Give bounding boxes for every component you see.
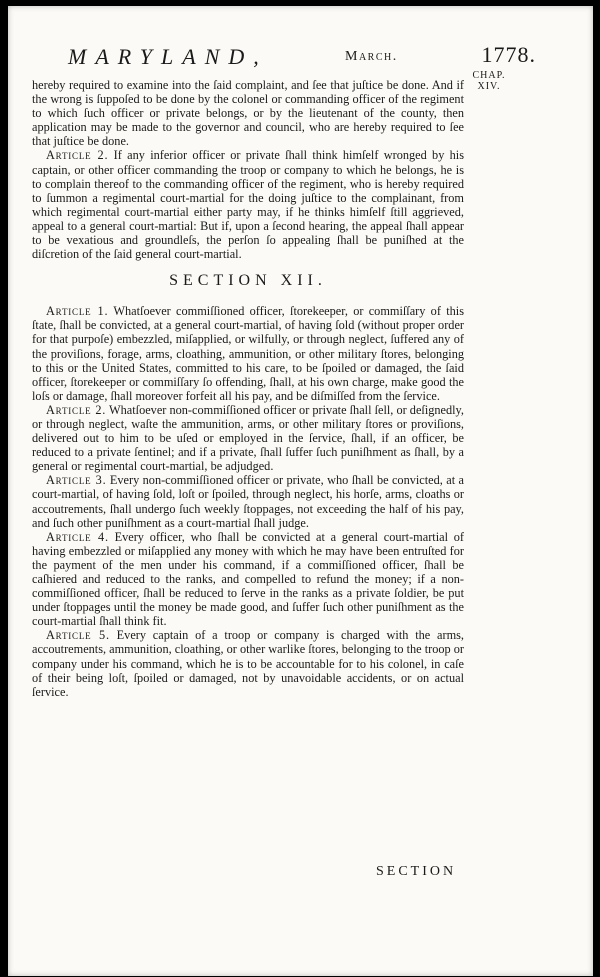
article-paragraph bbox=[32, 628, 464, 698]
article-paragraph bbox=[32, 304, 464, 403]
article-paragraph bbox=[32, 530, 464, 629]
article-text: Every non-commiſſioned officer or private, who ſhall be convicted, at a court-martial, of having ſold, loſt or ſpoiled, through neglect, his horſe, arms, cloaths or accoutrements, ſhall undergo ſuch weekly ſtoppages, not exceeding the half of his pay, and ſuch other puniſhment as a court-martial ſhall judge. bbox=[32, 473, 464, 530]
article-heading: Article 2. bbox=[46, 148, 109, 163]
catchword: SECTION bbox=[376, 864, 457, 879]
article-heading: Article 3. bbox=[46, 473, 107, 488]
article-paragraph bbox=[32, 403, 464, 473]
article-text: Whatſoever commiſſioned officer, ſtorekeeper, or commiſſary of this ſtate, ſhall be convicted, at a general court-martial, of having ſold (without proper order for that purpoſe) embezzled, miſapplied, or wilfully, or through neglect, ſuffered any of the proviſions, forage, arms, cloathing, ammunition, or other military ſtores, belonging to this or the United States, committed to his care, to be ſpoiled or damaged, the ſaid officer, ſtorekeeper or commiſſary ſo offending, ſhall, at his own charge, make good the loſs or damage, ſhall moreover forfeit all his pay, and be diſmiſſed from the ſervice. bbox=[32, 304, 464, 403]
article-heading: Article 2. bbox=[46, 402, 107, 417]
article-paragraph bbox=[32, 148, 464, 261]
chap-label: CHAP. bbox=[472, 70, 506, 81]
book-page bbox=[8, 6, 593, 976]
section-heading: SECTION XII. bbox=[169, 272, 327, 290]
chap-number: XIV. bbox=[477, 81, 501, 92]
article-heading: Article 5. bbox=[46, 628, 110, 643]
running-title: MARYLAND, bbox=[68, 44, 268, 69]
header-year: 1778. bbox=[481, 42, 536, 67]
article-heading: Article 1. bbox=[46, 304, 109, 319]
article-heading: Article 4. bbox=[46, 529, 109, 544]
body-text bbox=[32, 78, 464, 699]
article-text: Every officer, who ſhall be convicted at a general court-martial of having embezzled or miſapplied any money with which he may have been entruſted for the payment of the men under his command, if a commiſſioned officer, ſhall be caſhiered and reduced to the ranks, and compelled to refund the money; if a non-commiſſioned officer, ſhall be reduced to ſerve in the ranks as a private ſoldier, be put under ſtoppages until the money be made good, and ſuffer ſuch other puniſhment as the court-martial ſhall think fit. bbox=[32, 529, 464, 629]
article-text: If any inferior officer or private ſhall think himſelf wronged by his captain, or other officer commanding the troop or company to which he belongs, he is to complain thereof to the commanding officer of the regiment, who is hereby required to ſummon a regimental court-martial for the doing juſtice to the complainant, from which regimental court-martial either party may, if he thinks himſelf ſtill aggrieved, appeal to a general court-martial: But if, upon a ſecond hearing, the appeal ſhall appear to be vexatious and groundleſs, the perſon ſo appealing ſhall be puniſhed at the diſcretion of the ſaid general court-martial. bbox=[32, 148, 464, 262]
header-month: March. bbox=[345, 49, 398, 64]
continuation-paragraph: hereby required to examine into the ſaid complaint, and ſee that juſtice be done. And if the wrong is ſuppoſed to be done by the colonel or commanding officer of the regiment to which ſuch officer or private belongs, or by the lieutenant of the county, then application may be made to the governor and council, who are hereby required to ſee that juſtice be done. bbox=[32, 78, 464, 149]
article-text: Whatſoever non-commiſſioned officer or private ſhall ſell, or deſignedly, or through neglect, waſte the ammunition, arms, or other military ſtores or proviſions, delivered out to him to be uſed or employed in the ſervice, ſhall, if an officer, be reduced to a private ſentinel; and if a private, ſhall ſuffer ſuch puniſhment as ſhall, by a general or regimental court-martial, be adjudged. bbox=[32, 402, 464, 474]
article-paragraph bbox=[32, 473, 464, 529]
article-text: Every captain of a troop or company is charged with the arms, accoutrements, ammunition, cloathing, or other warlike ſtores, belonging to the troop or company under his command, which he is to be accountable for to his colonel, in caſe of their being loſt, ſpoiled or damaged, not by unavoidable accidents, or on actual ſervice. bbox=[32, 628, 464, 699]
chapter-margin-note bbox=[463, 70, 515, 92]
